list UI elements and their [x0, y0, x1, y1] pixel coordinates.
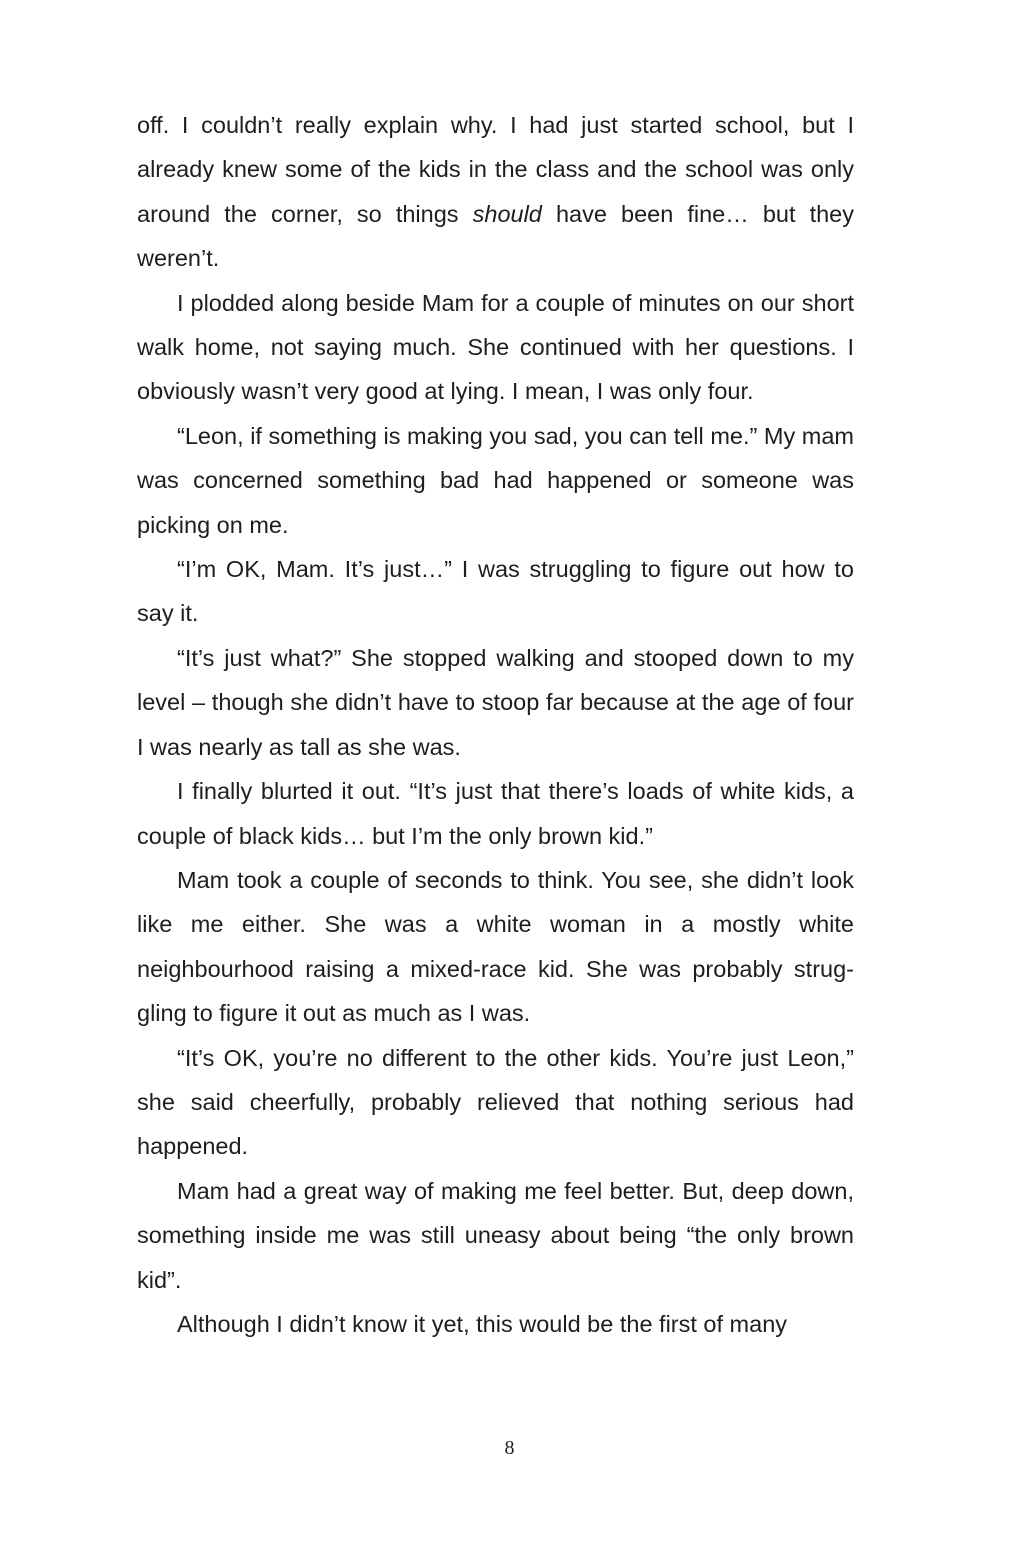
paragraph-last: Although I didn’t know it yet, this would be the first of many [177, 1310, 788, 1337]
paragraph: Mam took a couple of seconds to think. You see, she didn’t look like me either. She was a white woman in a mostly white neighbourhood raising a mixed-race kid. She was probably struggling to figure it out as much as I was. [137, 866, 854, 1027]
paragraph: I finally blurted it out. “It’s just that there’s loads of white kids, a couple of black kids… but I’m the only brown kid.” [137, 778, 854, 849]
paragraph: Mam had a great way of making me feel better. But, deep down, something inside me was still uneasy about being “the only brown kid”. [137, 1177, 854, 1293]
paragraph: “It’s just what?” She stopped walking and stooped down to my level – though she didn’t have to stoop far because at the age of four I was nearly as tall as she was. [137, 644, 854, 760]
paragraph: “I’m OK, Mam. It’s just…” I was struggling to figure out how to say it. [137, 556, 854, 627]
emphasized-word: should [472, 200, 542, 227]
paragraph: “Leon, if something is making you sad, you can tell me.” My mam was concerned something bad had happened or someone was picking on me. [137, 422, 854, 538]
paragraph: “It’s OK, you’re no different to the other kids. You’re just Leon,” she said cheerfully, probably relieved that nothing serious had happened. [137, 1044, 854, 1160]
paragraph: I plodded along beside Mam for a couple of minutes on our short walk home, not saying much. She continued with her questions. I obviously wasn’t very good at lying. I mean, I was only four. [137, 289, 854, 405]
page-number: 8 [504, 1437, 515, 1459]
paragraph: off. I couldn’t really explain why. I had just started school, but I already knew some of the kids in the class and the school was only around the corner, so things should have been fine… but they weren’t. [137, 112, 854, 272]
body-text [137, 103, 854, 1346]
